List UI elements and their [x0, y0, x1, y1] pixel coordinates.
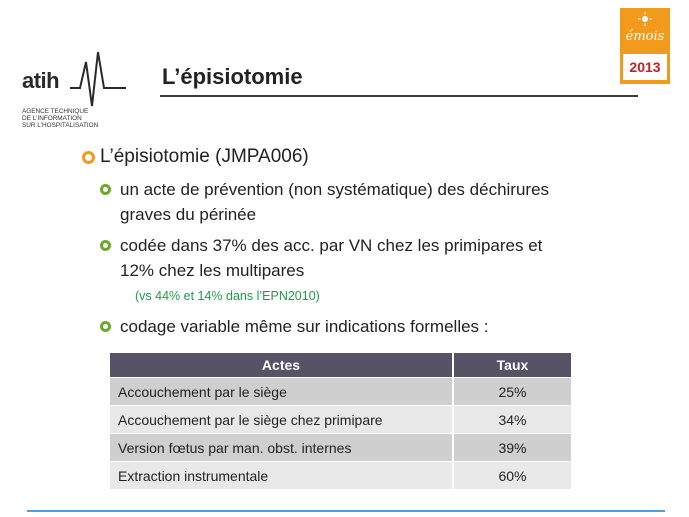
act-cell: Accouchement par le siège — [110, 378, 453, 406]
header-taux: Taux — [453, 353, 571, 378]
title-underline — [160, 95, 638, 97]
footer-rule — [27, 510, 665, 512]
act-cell: Extraction instrumentale — [110, 462, 453, 490]
sub-bullet — [100, 233, 570, 283]
table-header-row — [110, 353, 571, 378]
epn-comparison-note: (vs 44% et 14% dans l’EPN2010) — [135, 289, 320, 303]
main-bullet-text: L’épisiotomie (JMPA006) — [100, 146, 309, 167]
table-row — [110, 378, 571, 406]
rate-cell: 34% — [453, 406, 571, 434]
act-cell: Accouchement par le siège chez primipare — [110, 406, 453, 434]
atih-logo — [18, 50, 128, 135]
green-bullet-icon — [100, 321, 111, 332]
table-row — [110, 406, 571, 434]
slide-title: L’épisiotomie — [162, 64, 303, 89]
sub-bullet-text: codée dans 37% des acc. par VN chez les primipares et 12% chez les multipares — [120, 236, 543, 280]
orange-bullet-icon — [82, 151, 95, 164]
sun-icon — [638, 12, 652, 26]
rate-cell: 39% — [453, 434, 571, 462]
logo-subtitle-line: SUR L'HOSPITALISATION — [22, 122, 99, 129]
table-row — [110, 462, 571, 490]
episiotomy-rates-table — [110, 353, 571, 489]
sub-bullet — [100, 177, 570, 227]
green-bullet-icon — [100, 240, 111, 251]
badge-name: émois — [625, 29, 665, 44]
emois-badge — [620, 8, 670, 84]
green-bullet-icon — [100, 184, 111, 195]
logo-subtitle — [22, 108, 122, 129]
header-actes: Actes — [110, 353, 453, 378]
table-row — [110, 434, 571, 462]
logo-name: atih — [22, 68, 60, 93]
logo-subtitle-line: DE L'INFORMATION — [22, 115, 82, 122]
sub-bullet — [100, 314, 570, 339]
rate-cell: 60% — [453, 462, 571, 490]
badge-year: 2013 — [623, 54, 667, 80]
sub-bullet-text: un acte de prévention (non systématique) des déchirures graves du périnée — [120, 180, 550, 224]
main-bullet — [82, 146, 309, 168]
sub-bullet-text: codage variable même sur indications formelles : — [120, 317, 489, 336]
rate-cell: 25% — [453, 378, 571, 406]
act-cell: Version fœtus par man. obst. internes — [110, 434, 453, 462]
logo-subtitle-line: AGENCE TECHNIQUE — [22, 108, 89, 115]
